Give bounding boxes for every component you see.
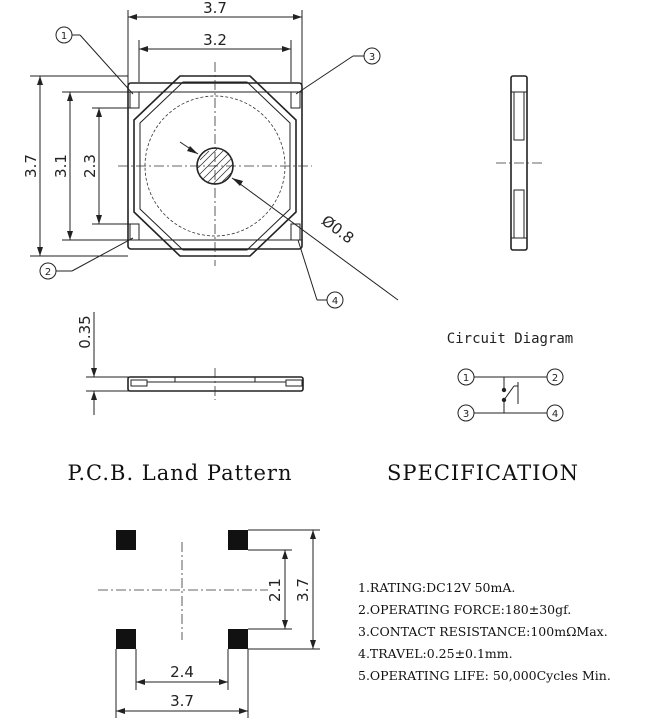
spec-item-operating-life: 5.OPERATING LIFE: 50,000Cycles Min. (358, 668, 611, 683)
circuit-pin-3: 3 (462, 409, 470, 420)
pad-top-left (116, 530, 136, 550)
spec-item-rating: 1.RATING:DC12V 50mA. (358, 580, 516, 595)
pad-bottom-left (116, 629, 136, 649)
dim-overall-width: 3.7 (203, 0, 227, 17)
dim-pcb-overall-horizontal: 3.7 (170, 692, 194, 710)
dim-inner-height: 2.3 (81, 154, 99, 178)
circuit-pin-1: 1 (462, 373, 470, 384)
dim-body-width: 3.2 (203, 31, 227, 49)
pcb-land-pattern (98, 530, 320, 718)
dim-body-height: 3.1 (52, 154, 70, 178)
circuit-diagram-title: Circuit Diagram (446, 331, 574, 347)
pcb-land-pattern-title: P.C.B. Land Pattern (67, 461, 293, 485)
dim-actuator-diameter: Ø0.8 (318, 211, 358, 248)
dim-pcb-pad-pitch-vertical: 2.1 (266, 578, 284, 602)
dim-pcb-pad-pitch-horizontal: 2.4 (170, 663, 194, 681)
terminal-4-label: 4 (331, 296, 339, 307)
side-view-front (76, 312, 303, 415)
dim-overall-height: 3.7 (22, 154, 40, 178)
terminal-1-label: 1 (60, 31, 68, 42)
terminal-2-label: 2 (44, 267, 52, 278)
circuit-pin-4: 4 (551, 409, 559, 420)
specification-title: SPECIFICATION (386, 461, 580, 485)
side-view-right (496, 76, 544, 250)
terminal-3-label: 3 (368, 52, 376, 63)
spec-item-operating-force: 2.OPERATING FORCE:180±30gf. (358, 602, 572, 617)
dim-side-height: 0.35 (76, 315, 94, 349)
top-view (22, 0, 398, 308)
spec-item-contact-resistance: 3.CONTACT RESISTANCE:100mΩMax. (358, 624, 608, 639)
circuit-diagram (447, 331, 573, 421)
spec-item-travel: 4.TRAVEL:0.25±0.1mm. (358, 646, 513, 661)
pad-bottom-right (228, 629, 248, 649)
dim-pcb-overall-vertical: 3.7 (294, 578, 312, 602)
specification-list (358, 580, 611, 683)
pad-top-right (228, 530, 248, 550)
circuit-pin-2: 2 (551, 373, 559, 384)
